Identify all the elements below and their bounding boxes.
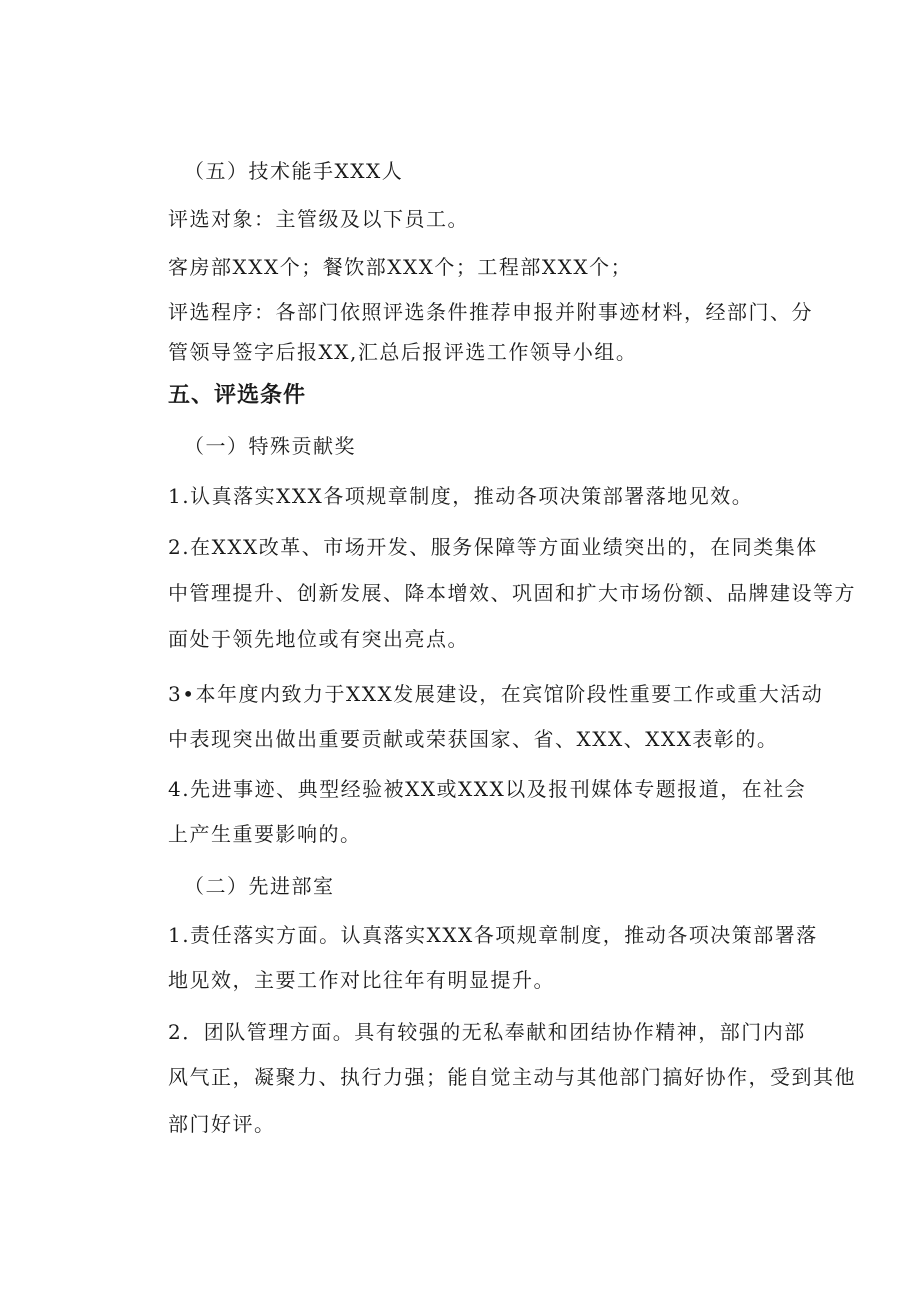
criterion-2-2-line-1: 2．团队管理方面。具有较强的无私奉献和团结协作精神，部门内部 xyxy=(168,1020,806,1044)
subsection-special-contribution: （一）特殊贡献奖 xyxy=(184,434,356,458)
selection-procedure-line-2: 管领导签字后报XX,汇总后报评选工作领导小组。 xyxy=(168,340,638,364)
criterion-1-3-line-2: 中表现突出做出重要贡献或荣获国家、省、XXX、XXX表彰的。 xyxy=(168,727,779,751)
criterion-2-2-line-3: 部门好评。 xyxy=(168,1112,276,1136)
criterion-1-4-line-2: 上产生重要影响的。 xyxy=(168,822,362,846)
criterion-2-1-line-2: 地见效，主要工作对比往年有明显提升。 xyxy=(168,968,555,992)
criterion-1-2-line-2: 中管理提升、创新发展、降本增效、巩固和扩大市场份额、品牌建设等方 xyxy=(168,581,856,605)
criterion-1-1: 1.认真落实XXX各项规章制度，推动各项决策部署落地见效。 xyxy=(168,484,754,508)
criterion-1-3-line-1: 3•本年度内致力于XXX发展建设，在宾馆阶段性重要工作或重大活动 xyxy=(168,682,824,706)
subsection-advanced-department: （二）先进部室 xyxy=(184,874,335,898)
criterion-2-2-line-2: 风气正，凝聚力、执行力强；能自觉主动与其他部门搞好协作，受到其他 xyxy=(168,1065,856,1089)
section-heading-criteria: 五、评选条件 xyxy=(168,383,307,408)
selection-procedure-line-1: 评选程序：各部门依照评选条件推荐申报并附事迹材料，经部门、分 xyxy=(168,300,813,324)
department-quota: 客房部XXX个；餐饮部XXX个；工程部XXX个； xyxy=(168,255,633,279)
subsection-technical-experts: （五）技术能手XXX人 xyxy=(184,159,404,183)
criterion-1-2-line-1: 2.在XXX改革、市场开发、服务保障等方面业绩突出的，在同类集体 xyxy=(168,535,818,559)
selection-target: 评选对象：主管级及以下员工。 xyxy=(168,207,469,231)
criterion-2-1-line-1: 1.责任落实方面。认真落实XXX各项规章制度，推动各项决策部署落 xyxy=(168,923,818,947)
criterion-1-2-line-3: 面处于领先地位或有突出亮点。 xyxy=(168,627,469,651)
criterion-1-4-line-1: 4.先进事迹、典型经验被XX或XXX以及报刊媒体专题报道，在社会 xyxy=(168,777,807,801)
